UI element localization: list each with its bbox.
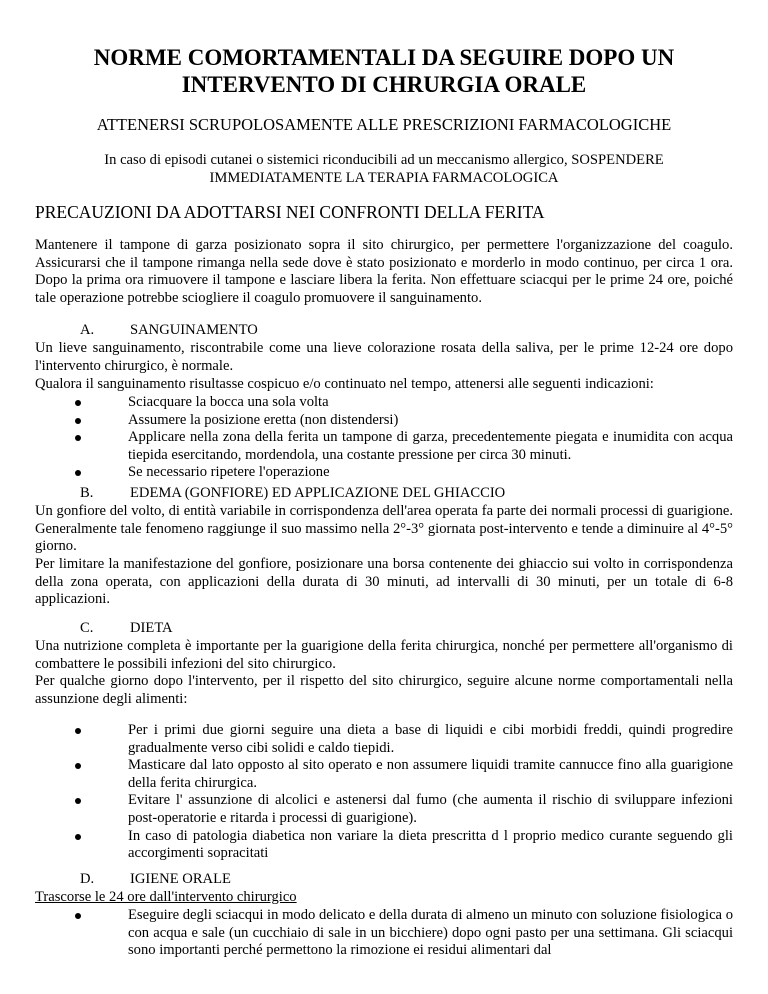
bullet-icon bbox=[75, 418, 81, 424]
section-c-list bbox=[35, 722, 733, 863]
section-b-title: EDEMA (GONFIORE) ED APPLICAZIONE DEL GHIACCIO bbox=[130, 485, 506, 501]
section-a-letter: A. bbox=[80, 322, 95, 338]
list-item: Masticare dal lato opposto al sito operato e non assumere liquidi tramite cannucce fino alla guarigione della ferita chirurgica. bbox=[35, 757, 733, 792]
bullet-icon bbox=[75, 798, 81, 804]
section-c-title: DIETA bbox=[130, 620, 173, 636]
allergy-note: In caso di episodi cutanei o sistemici riconducibili ad un meccanismo allergico, SOSPENDERE IMMEDIATAMENTE LA TERAPIA FARMACOLOGICA bbox=[104, 152, 664, 186]
list-item: Evitare l' assunzione di alcolici e astenersi dal fumo (che aumenta il rischio di sviluppare infezioni post-operatorie e ritarda i processi di guarigione). bbox=[35, 792, 733, 827]
section-d-letter: D. bbox=[80, 871, 95, 887]
bullet-icon bbox=[75, 435, 81, 441]
list-item: In caso di patologia diabetica non variare la dieta prescritta d l proprio medico curante seguendo gli accorgimenti sopracitati bbox=[35, 828, 733, 863]
section-a-title: SANGUINAMENTO bbox=[130, 322, 258, 338]
list-item: Applicare nella zona della ferita un tampone di garza, precedentemente piegata e inumidita con acqua tiepida esercitando, mordendola, una costante pressione per circa 30 minuti. bbox=[35, 429, 733, 464]
section-c-text1: Una nutrizione completa è importante per la guarigione della ferita chirurgica, nonché per permettere all'organismo di combattere le possibili infezioni del sito chirurgico. bbox=[35, 638, 733, 672]
section-d-text1: Trascorse le 24 ore dall'intervento chirurgico bbox=[35, 889, 297, 905]
list-item: Per i primi due giorni seguire una dieta a base di liquidi e cibi morbidi freddi, quindi progredire gradualmente verso cibi solidi e caldo tiepidi. bbox=[35, 722, 733, 757]
bullet-icon bbox=[75, 728, 81, 734]
bullet-icon bbox=[75, 763, 81, 769]
bullet-icon bbox=[75, 470, 81, 476]
section-b-letter: B. bbox=[80, 485, 94, 501]
section-c-text2: Per qualche giorno dopo l'intervento, per il rispetto del sito chirurgico, seguire alcune norme comportamentali nella assunzione degli alimenti: bbox=[35, 673, 733, 707]
list-item: Sciacquare la bocca una sola volta bbox=[35, 394, 733, 412]
precautions-text: Mantenere il tampone di garza posizionato sopra il sito chirurgico, per permettere l'organizzazione del coagulo. Assicurarsi che il tampone rimanga nella sede dove è stato posizionato e morderlo in modo continuo, per circa 1 ora. Dopo la prima ora rimuovere il tampone e lasciare libera la ferita. Non effettuare sciacqui per le prime 24 ore, poiché tale operazione potrebbe sciogliere il coagulo promuovere il sanguinamento. bbox=[35, 237, 733, 306]
section-d-title: IGIENE ORALE bbox=[130, 871, 231, 887]
bullet-icon bbox=[75, 834, 81, 840]
section-a-text1: Un lieve sanguinamento, riscontrabile come una lieve colorazione rosata della saliva, per le prime 12-24 ore dopo l'intervento chirurgico, è normale. bbox=[35, 340, 733, 374]
section-a-text2: Qualora il sanguinamento risultasse cospicuo e/o continuato nel tempo, attenersi alle seguenti indicazioni: bbox=[35, 376, 654, 392]
section-c-letter: C. bbox=[80, 620, 94, 636]
list-item: Se necessario ripetere l'operazione bbox=[35, 464, 733, 482]
list-item: Assumere la posizione eretta (non distendersi) bbox=[35, 412, 733, 430]
section-a-list bbox=[35, 394, 733, 482]
prescription-warning: ATTENERSI SCRUPOLOSAMENTE ALLE PRESCRIZIONI FARMACOLOGICHE bbox=[96, 115, 672, 134]
bullet-icon bbox=[75, 400, 81, 406]
section-b-text1: Un gonfiore del volto, di entità variabile in corrispondenza dell'area operata fa parte dei normali processi di guarigione. Generalmente tale fenomeno raggiunge il suo massimo nella 2°-3° giornata post-intervento e tende a diminuire al 4°-5° giorno. bbox=[35, 503, 733, 555]
bullet-icon bbox=[75, 913, 81, 919]
document-title: NORME COMORTAMENTALI DA SEGUIRE DOPO UN INTERVENTO DI CHRURGIA ORALE bbox=[93, 45, 675, 97]
precautions-heading: PRECAUZIONI DA ADOTTARSI NEI CONFRONTI DELLA FERITA bbox=[35, 202, 545, 222]
list-item: Eseguire degli sciacqui in modo delicato e della durata di almeno un minuto con soluzione fisiologica o con acqua e sale (un cucchiaio di sale in un bicchiere) dopo ogni pasto per una settimana. Gli sciacqui sono importanti perché permettono la rimozione ei residui alimentari dal bbox=[35, 907, 733, 960]
section-b-text2: Per limitare la manifestazione del gonfiore, posizionare una borsa contenente dei ghiaccio sui volto in corrispondenza della zona operata, con applicazioni della durata di 30 minuti, ad intervalli di 30 minuti, per un totale di 6-8 applicazioni. bbox=[35, 556, 733, 608]
section-d-list bbox=[35, 907, 733, 960]
